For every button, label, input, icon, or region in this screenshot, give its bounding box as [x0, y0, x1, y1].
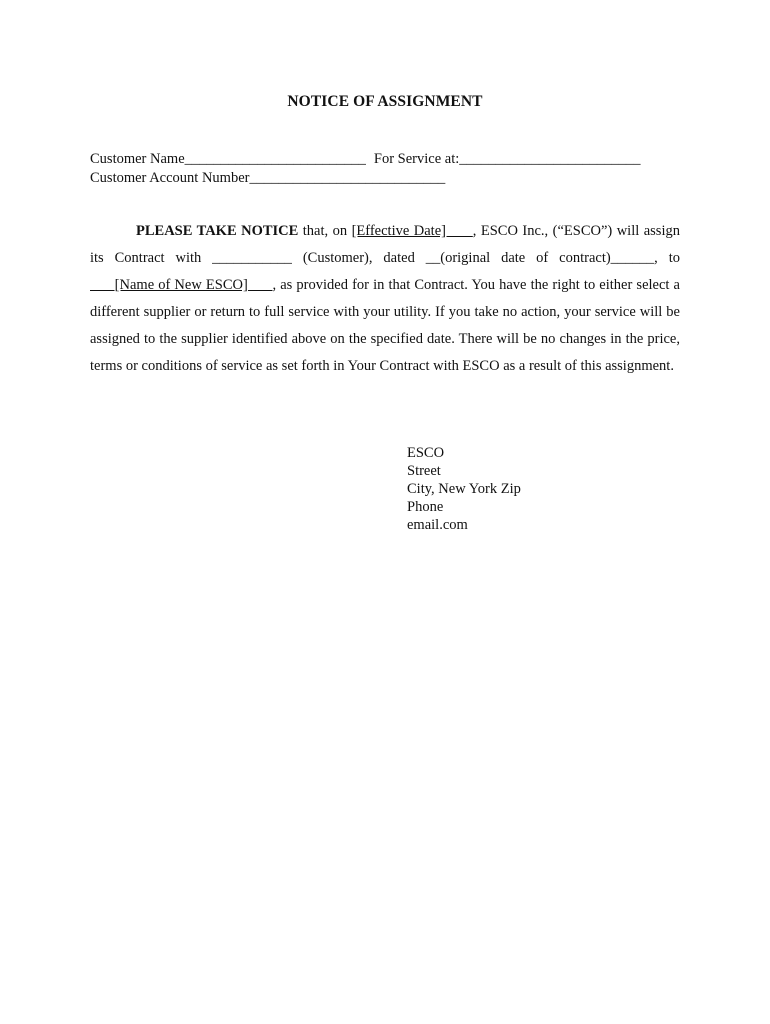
new-esco-placeholder: [Name of New ESCO] — [90, 277, 273, 293]
customer-fields — [90, 150, 690, 188]
account-number-field: Customer Account Number___________________________ — [90, 170, 446, 186]
customer-name-row — [90, 150, 690, 169]
document-title: NOTICE OF ASSIGNMENT — [287, 93, 483, 110]
service-at-field: For Service at:_________________________ — [373, 151, 641, 167]
esco-address-block — [407, 444, 521, 534]
notice-text-3: , as provided for in that Contract. You have the right to either select a different supplier or return to full service with your utility. If you take no action, your service will be assigned to the supplier identified above on the specified date. There will be no changes in the price, terms or conditions of service as set forth in Your Contract with ESCO as a result of this assignment. — [90, 277, 680, 374]
notice-paragraph — [90, 218, 680, 380]
notice-text-1: that, on — [298, 223, 352, 239]
address-email: email.com — [407, 517, 468, 533]
address-city: City, New York Zip — [407, 481, 521, 497]
effective-date-placeholder: [Effective Date] — [351, 223, 473, 239]
customer-name-field: Customer Name_________________________ — [90, 151, 366, 167]
notice-text-2: , ESCO Inc., (“ESCO”) will assign its Contract with ___________ (Customer), dated __(original date of contract)______, to — [90, 223, 680, 266]
account-number-row — [90, 169, 690, 188]
address-phone: Phone — [407, 499, 444, 515]
address-street: Street — [407, 463, 441, 479]
address-name: ESCO — [407, 445, 445, 461]
notice-lead: PLEASE TAKE NOTICE — [136, 223, 299, 239]
